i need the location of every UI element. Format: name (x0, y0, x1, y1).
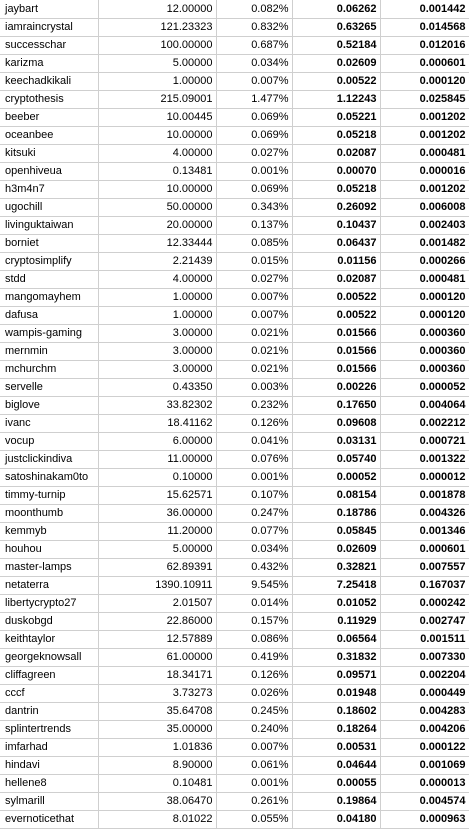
cell-value-a[interactable]: 0.00522 (292, 72, 380, 90)
table-row (0, 774, 469, 792)
cell-account-name[interactable]: successchar (0, 36, 98, 54)
cell-amount[interactable]: 3.73273 (98, 684, 216, 702)
cell-account-name[interactable]: ugochill (0, 198, 98, 216)
cell-amount[interactable]: 12.33444 (98, 234, 216, 252)
cell-value-b[interactable]: 0.014568 (380, 18, 469, 36)
cell-percent[interactable]: 0.240% (216, 720, 292, 738)
table-row (0, 90, 469, 108)
cell-amount[interactable]: 36.00000 (98, 504, 216, 522)
cell-value-b[interactable]: 0.000721 (380, 432, 469, 450)
cell-value-b[interactable]: 0.001202 (380, 180, 469, 198)
cell-account-name[interactable]: stdd (0, 270, 98, 288)
cell-value-b[interactable]: 0.004574 (380, 792, 469, 810)
cell-value-a[interactable]: 0.00522 (292, 306, 380, 324)
cell-amount[interactable]: 22.86000 (98, 612, 216, 630)
table-row (0, 54, 469, 72)
cell-amount[interactable]: 1.00000 (98, 72, 216, 90)
cell-value-b[interactable]: 0.001878 (380, 486, 469, 504)
cell-percent[interactable]: 0.343% (216, 198, 292, 216)
cell-account-name[interactable]: mchurchm (0, 360, 98, 378)
cell-percent[interactable]: 0.069% (216, 126, 292, 144)
cell-value-a[interactable]: 0.05221 (292, 108, 380, 126)
cell-account-name[interactable]: mangomayhem (0, 288, 98, 306)
cell-value-a[interactable]: 0.08154 (292, 486, 380, 504)
cell-amount[interactable]: 50.00000 (98, 198, 216, 216)
cell-amount[interactable]: 0.10481 (98, 774, 216, 792)
cell-value-b[interactable]: 0.006008 (380, 198, 469, 216)
cell-value-a[interactable]: 0.02609 (292, 54, 380, 72)
cell-percent[interactable]: 0.001% (216, 468, 292, 486)
cell-amount[interactable]: 18.34171 (98, 666, 216, 684)
cell-account-name[interactable]: cryptosimplify (0, 252, 98, 270)
cell-percent[interactable]: 0.055% (216, 810, 292, 828)
table-row (0, 432, 469, 450)
cell-value-a[interactable]: 0.02087 (292, 144, 380, 162)
cell-amount[interactable]: 4.00000 (98, 270, 216, 288)
cell-amount[interactable]: 0.13481 (98, 162, 216, 180)
cell-value-a[interactable]: 0.09571 (292, 666, 380, 684)
cell-amount[interactable]: 215.09001 (98, 90, 216, 108)
cell-amount[interactable]: 11.20000 (98, 522, 216, 540)
table-row (0, 702, 469, 720)
cell-value-b[interactable]: 0.000601 (380, 540, 469, 558)
cell-account-name[interactable]: hellene8 (0, 774, 98, 792)
cell-percent[interactable]: 0.026% (216, 684, 292, 702)
cell-account-name[interactable]: evernoticethat (0, 810, 98, 828)
cell-account-name[interactable]: cryptothesis (0, 90, 98, 108)
table-row (0, 144, 469, 162)
cell-account-name[interactable]: cliffagreen (0, 666, 98, 684)
table-row (0, 270, 469, 288)
cell-value-b[interactable]: 0.000052 (380, 378, 469, 396)
cell-account-name[interactable]: servelle (0, 378, 98, 396)
cell-percent[interactable]: 0.107% (216, 486, 292, 504)
cell-value-b[interactable]: 0.002204 (380, 666, 469, 684)
cell-account-name[interactable]: satoshinakam0to (0, 468, 98, 486)
cell-value-a[interactable]: 0.06564 (292, 630, 380, 648)
cell-account-name[interactable]: kemmyb (0, 522, 98, 540)
cell-value-b[interactable]: 0.000013 (380, 774, 469, 792)
cell-value-b[interactable]: 0.001202 (380, 108, 469, 126)
table-row (0, 198, 469, 216)
cell-value-a[interactable]: 0.01566 (292, 324, 380, 342)
table-row (0, 468, 469, 486)
cell-value-a[interactable]: 0.05740 (292, 450, 380, 468)
table-row (0, 252, 469, 270)
cell-account-name[interactable]: kitsuki (0, 144, 98, 162)
cell-percent[interactable]: 0.261% (216, 792, 292, 810)
cell-value-a[interactable]: 0.05218 (292, 126, 380, 144)
table-row (0, 630, 469, 648)
cell-percent[interactable]: 0.001% (216, 162, 292, 180)
table-row (0, 234, 469, 252)
cell-account-name[interactable]: dafusa (0, 306, 98, 324)
table-row (0, 0, 469, 18)
cell-account-name[interactable]: vocup (0, 432, 98, 450)
cell-percent[interactable]: 0.247% (216, 504, 292, 522)
cell-value-b[interactable]: 0.000120 (380, 288, 469, 306)
table-row (0, 738, 469, 756)
cell-amount[interactable]: 2.21439 (98, 252, 216, 270)
cell-value-a[interactable]: 0.06262 (292, 0, 380, 18)
cell-amount[interactable]: 2.01507 (98, 594, 216, 612)
table-row (0, 540, 469, 558)
cell-value-a[interactable]: 0.52184 (292, 36, 380, 54)
cell-amount[interactable]: 18.41162 (98, 414, 216, 432)
cell-percent[interactable]: 0.126% (216, 414, 292, 432)
cell-account-name[interactable]: borniet (0, 234, 98, 252)
cell-value-b[interactable]: 0.167037 (380, 576, 469, 594)
cell-value-b[interactable]: 0.000120 (380, 72, 469, 90)
cell-account-name[interactable]: netaterra (0, 576, 98, 594)
cell-value-a[interactable]: 0.00226 (292, 378, 380, 396)
cell-account-name[interactable]: master-lamps (0, 558, 98, 576)
cell-percent[interactable]: 0.082% (216, 0, 292, 18)
cell-percent[interactable]: 0.015% (216, 252, 292, 270)
cell-percent[interactable]: 1.477% (216, 90, 292, 108)
cell-value-a[interactable]: 0.03131 (292, 432, 380, 450)
cell-value-a[interactable]: 0.32821 (292, 558, 380, 576)
cell-amount[interactable]: 1.00000 (98, 306, 216, 324)
cell-percent[interactable]: 0.157% (216, 612, 292, 630)
cell-percent[interactable]: 0.021% (216, 324, 292, 342)
cell-account-name[interactable]: ivanc (0, 414, 98, 432)
cell-value-b[interactable]: 0.000601 (380, 54, 469, 72)
cell-value-a[interactable]: 0.00531 (292, 738, 380, 756)
table-row (0, 792, 469, 810)
cell-percent[interactable]: 0.034% (216, 540, 292, 558)
cell-amount[interactable]: 100.00000 (98, 36, 216, 54)
cell-percent[interactable]: 0.034% (216, 54, 292, 72)
cell-percent[interactable]: 0.007% (216, 738, 292, 756)
cell-percent[interactable]: 0.021% (216, 360, 292, 378)
cell-account-name[interactable]: georgeknowsall (0, 648, 98, 666)
table-row (0, 756, 469, 774)
cell-percent[interactable]: 0.014% (216, 594, 292, 612)
cell-amount[interactable]: 1390.10911 (98, 576, 216, 594)
table-row (0, 522, 469, 540)
cell-value-a[interactable]: 0.17650 (292, 396, 380, 414)
cell-value-a[interactable]: 0.01156 (292, 252, 380, 270)
cell-percent[interactable]: 0.432% (216, 558, 292, 576)
cell-amount[interactable]: 35.00000 (98, 720, 216, 738)
cell-account-name[interactable]: h3m4n7 (0, 180, 98, 198)
cell-percent[interactable]: 0.832% (216, 18, 292, 36)
cell-value-b[interactable]: 0.004326 (380, 504, 469, 522)
cell-account-name[interactable]: duskobgd (0, 612, 98, 630)
cell-value-b[interactable]: 0.000360 (380, 360, 469, 378)
cell-value-a[interactable]: 0.04644 (292, 756, 380, 774)
cell-account-name[interactable]: keechadkikali (0, 72, 98, 90)
cell-amount[interactable]: 10.00000 (98, 126, 216, 144)
cell-amount[interactable]: 3.00000 (98, 360, 216, 378)
cell-value-b[interactable]: 0.000963 (380, 810, 469, 828)
table-row (0, 558, 469, 576)
cell-value-a[interactable]: 0.18602 (292, 702, 380, 720)
cell-value-b[interactable]: 0.007330 (380, 648, 469, 666)
cell-amount[interactable]: 0.10000 (98, 468, 216, 486)
cell-account-name[interactable]: cccf (0, 684, 98, 702)
table-row (0, 684, 469, 702)
cell-amount[interactable]: 12.57889 (98, 630, 216, 648)
cell-amount[interactable]: 1.00000 (98, 288, 216, 306)
cell-percent[interactable]: 0.086% (216, 630, 292, 648)
cell-value-a[interactable]: 0.02609 (292, 540, 380, 558)
table-row (0, 378, 469, 396)
cell-amount[interactable]: 35.64708 (98, 702, 216, 720)
cell-account-name[interactable]: keithtaylor (0, 630, 98, 648)
table-row (0, 36, 469, 54)
cell-account-name[interactable]: iamraincrystal (0, 18, 98, 36)
cell-value-a[interactable]: 0.06437 (292, 234, 380, 252)
cell-value-b[interactable]: 0.001482 (380, 234, 469, 252)
cell-amount[interactable]: 1.01836 (98, 738, 216, 756)
cell-account-name[interactable]: timmy-turnip (0, 486, 98, 504)
table-row (0, 414, 469, 432)
cell-value-a[interactable]: 0.00052 (292, 468, 380, 486)
cell-value-a[interactable]: 0.05845 (292, 522, 380, 540)
cell-amount[interactable]: 15.62571 (98, 486, 216, 504)
cell-percent[interactable]: 0.069% (216, 108, 292, 126)
cell-amount[interactable]: 20.00000 (98, 216, 216, 234)
cell-account-name[interactable]: libertycrypto27 (0, 594, 98, 612)
table-row (0, 486, 469, 504)
cell-value-a[interactable]: 0.05218 (292, 180, 380, 198)
cell-account-name[interactable]: biglove (0, 396, 98, 414)
table-row (0, 108, 469, 126)
cell-value-a[interactable]: 0.31832 (292, 648, 380, 666)
cell-value-a[interactable]: 0.01052 (292, 594, 380, 612)
cell-percent[interactable]: 0.027% (216, 144, 292, 162)
table-row (0, 396, 469, 414)
table-row (0, 648, 469, 666)
table-row (0, 126, 469, 144)
cell-value-b[interactable]: 0.000242 (380, 594, 469, 612)
cell-percent[interactable]: 0.007% (216, 72, 292, 90)
cell-percent[interactable]: 0.003% (216, 378, 292, 396)
cell-percent[interactable]: 0.245% (216, 702, 292, 720)
cell-amount[interactable]: 5.00000 (98, 540, 216, 558)
cell-percent[interactable]: 0.085% (216, 234, 292, 252)
cell-value-b[interactable]: 0.001442 (380, 0, 469, 18)
cell-amount[interactable]: 4.00000 (98, 144, 216, 162)
cell-percent[interactable]: 0.007% (216, 306, 292, 324)
cell-value-a[interactable]: 0.04180 (292, 810, 380, 828)
cell-percent[interactable]: 0.076% (216, 450, 292, 468)
table-row (0, 576, 469, 594)
cell-account-name[interactable]: hindavi (0, 756, 98, 774)
cell-value-a[interactable]: 0.19864 (292, 792, 380, 810)
cell-value-b[interactable]: 0.001346 (380, 522, 469, 540)
cell-amount[interactable]: 33.82302 (98, 396, 216, 414)
cell-percent[interactable]: 9.545% (216, 576, 292, 594)
cell-account-name[interactable]: dantrin (0, 702, 98, 720)
cell-percent[interactable]: 0.069% (216, 180, 292, 198)
cell-value-a[interactable]: 0.18786 (292, 504, 380, 522)
cell-amount[interactable]: 8.90000 (98, 756, 216, 774)
cell-value-a[interactable]: 0.00522 (292, 288, 380, 306)
cell-value-b[interactable]: 0.000360 (380, 342, 469, 360)
table-row (0, 360, 469, 378)
cell-amount[interactable]: 3.00000 (98, 324, 216, 342)
cell-value-a[interactable]: 0.63265 (292, 18, 380, 36)
cell-amount[interactable]: 62.89391 (98, 558, 216, 576)
table-row (0, 450, 469, 468)
cell-amount[interactable]: 121.23323 (98, 18, 216, 36)
cell-value-b[interactable]: 0.004064 (380, 396, 469, 414)
cell-value-b[interactable]: 0.000120 (380, 306, 469, 324)
cell-value-b[interactable]: 0.004283 (380, 702, 469, 720)
cell-account-name[interactable]: beeber (0, 108, 98, 126)
cell-value-a[interactable]: 0.09608 (292, 414, 380, 432)
cell-value-a[interactable]: 0.01566 (292, 342, 380, 360)
table-row (0, 342, 469, 360)
cell-value-a[interactable]: 0.01948 (292, 684, 380, 702)
table-row (0, 306, 469, 324)
table-row (0, 504, 469, 522)
table-row (0, 216, 469, 234)
cell-percent[interactable]: 0.687% (216, 36, 292, 54)
cell-amount[interactable]: 61.00000 (98, 648, 216, 666)
cell-value-b[interactable]: 0.001202 (380, 126, 469, 144)
table-row (0, 594, 469, 612)
cell-percent[interactable]: 0.027% (216, 270, 292, 288)
cell-value-b[interactable]: 0.002212 (380, 414, 469, 432)
cell-amount[interactable]: 0.43350 (98, 378, 216, 396)
cell-value-b[interactable]: 0.000449 (380, 684, 469, 702)
table-row (0, 72, 469, 90)
cell-amount[interactable]: 3.00000 (98, 342, 216, 360)
cell-percent[interactable]: 0.007% (216, 288, 292, 306)
cell-percent[interactable]: 0.419% (216, 648, 292, 666)
cell-value-b[interactable]: 0.004206 (380, 720, 469, 738)
table-row (0, 612, 469, 630)
cell-amount[interactable]: 38.06470 (98, 792, 216, 810)
cell-value-a[interactable]: 0.26092 (292, 198, 380, 216)
cell-percent[interactable]: 0.232% (216, 396, 292, 414)
cell-amount[interactable]: 6.00000 (98, 432, 216, 450)
cell-account-name[interactable]: mernmin (0, 342, 98, 360)
cell-account-name[interactable]: sylmarill (0, 792, 98, 810)
cell-value-b[interactable]: 0.000481 (380, 270, 469, 288)
cell-account-name[interactable]: jaybart (0, 0, 98, 18)
cell-value-b[interactable]: 0.000016 (380, 162, 469, 180)
cell-value-a[interactable]: 0.18264 (292, 720, 380, 738)
table-row (0, 180, 469, 198)
cell-value-a[interactable]: 0.10437 (292, 216, 380, 234)
cell-percent[interactable]: 0.021% (216, 342, 292, 360)
table-row (0, 810, 469, 828)
table-row (0, 162, 469, 180)
cell-value-b[interactable]: 0.000012 (380, 468, 469, 486)
cell-percent[interactable]: 0.041% (216, 432, 292, 450)
cell-value-a[interactable]: 0.00070 (292, 162, 380, 180)
cell-amount[interactable]: 8.01022 (98, 810, 216, 828)
table-row (0, 18, 469, 36)
cell-percent[interactable]: 0.001% (216, 774, 292, 792)
table-row (0, 324, 469, 342)
cell-value-a[interactable]: 0.02087 (292, 270, 380, 288)
table-row (0, 288, 469, 306)
cell-value-b[interactable]: 0.007557 (380, 558, 469, 576)
table-row (0, 666, 469, 684)
cell-amount[interactable]: 10.00000 (98, 180, 216, 198)
table-row (0, 720, 469, 738)
cell-value-b[interactable]: 0.000122 (380, 738, 469, 756)
cell-percent[interactable]: 0.126% (216, 666, 292, 684)
cell-value-b[interactable]: 0.025845 (380, 90, 469, 108)
cell-value-b[interactable]: 0.000360 (380, 324, 469, 342)
cell-value-b[interactable]: 0.000481 (380, 144, 469, 162)
cell-value-b[interactable]: 0.001511 (380, 630, 469, 648)
cell-value-b[interactable]: 0.000266 (380, 252, 469, 270)
cell-amount[interactable]: 11.00000 (98, 450, 216, 468)
cell-value-b[interactable]: 0.001322 (380, 450, 469, 468)
cell-account-name[interactable]: splintertrends (0, 720, 98, 738)
cell-account-name[interactable]: justclickindiva (0, 450, 98, 468)
cell-account-name[interactable]: oceanbee (0, 126, 98, 144)
cell-amount[interactable]: 12.00000 (98, 0, 216, 18)
cell-value-b[interactable]: 0.002747 (380, 612, 469, 630)
cell-percent[interactable]: 0.137% (216, 216, 292, 234)
cell-percent[interactable]: 0.061% (216, 756, 292, 774)
cell-account-name[interactable]: karizma (0, 54, 98, 72)
cell-value-a[interactable]: 1.12243 (292, 90, 380, 108)
cell-value-a[interactable]: 0.01566 (292, 360, 380, 378)
cell-value-a[interactable]: 0.00055 (292, 774, 380, 792)
cell-value-a[interactable]: 0.11929 (292, 612, 380, 630)
cell-value-a[interactable]: 7.25418 (292, 576, 380, 594)
cell-account-name[interactable]: livinguktaiwan (0, 216, 98, 234)
cell-percent[interactable]: 0.077% (216, 522, 292, 540)
cell-account-name[interactable]: moonthumb (0, 504, 98, 522)
cell-value-b[interactable]: 0.001069 (380, 756, 469, 774)
cell-value-b[interactable]: 0.012016 (380, 36, 469, 54)
cell-value-b[interactable]: 0.002403 (380, 216, 469, 234)
cell-account-name[interactable]: houhou (0, 540, 98, 558)
cell-amount[interactable]: 5.00000 (98, 54, 216, 72)
cell-account-name[interactable]: wampis-gaming (0, 324, 98, 342)
cell-account-name[interactable]: openhiveua (0, 162, 98, 180)
cell-amount[interactable]: 10.00445 (98, 108, 216, 126)
cell-account-name[interactable]: imfarhad (0, 738, 98, 756)
